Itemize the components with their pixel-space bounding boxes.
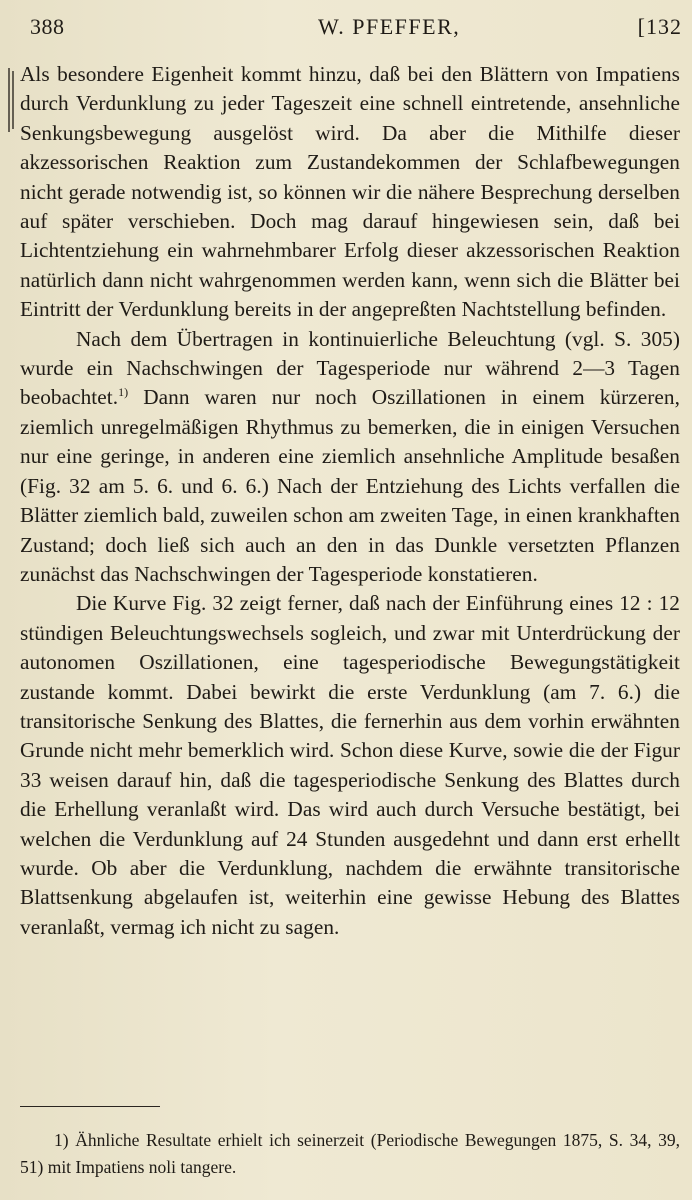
section-reference: [132 (637, 14, 682, 39)
footnote (20, 1127, 680, 1181)
paragraph-2 (20, 325, 680, 590)
margin-marks (7, 68, 17, 132)
paragraph-3: Die Kurve Fig. 32 zeigt ferner, daß nach der Einführung eines 12 : 12 stündigen Beleuchtungswechsels sogleich, und zwar mit Unterdrückung der autonomen Oszillationen, eine tagesperiodische Bewegungstätigkeit zustande kommt. Dabei bewirkt die erste Verdunklung (am 7. 6.) die transitorische Senkung des Blattes, die fernerhin aus dem vorhin erwähnten Grunde nicht mehr bemerklich wird. Schon diese Kurve, sowie die der Figur 33 weisen darauf hin, daß die tagesperiodische Senkung des Blattes durch die Erhellung veranlaßt wird. Das wird auch durch Versuche bestätigt, bei welchen die Verdunklung auf 24 Stunden ausgedehnt und dann erst erhellt wurde. Ob aber die Verdunklung, nachdem die erwähnte transitorische Blattsenkung abgelaufen ist, weiterhin eine gewisse Hebung des Blattes veranlaßt, vermag ich nicht zu sagen. (20, 591, 680, 939)
footnote-reference: 1) (118, 385, 129, 400)
page-header (30, 12, 682, 48)
paragraph-2-continuation: Dann waren nur noch Oszillationen in einem kürzeren, ziemlich unregelmäßigen Rhythmus zu bemerken, die in einigen Versuchen nur eine geringe, in anderen eine ziemlich ansehnliche Amplitude besaßen (Fig. 32 am 5. 6. und 6. 6.) Nach der Entziehung des Lichts verfallen die Blätter ziemlich bald, zuweilen schon am zweiten Tage, in einen krankhaften Zustand; doch ließ sich auch an den in das Dunkle versetzten Pflanzen zunächst das Nachschwingen der Tagesperiode konstatieren. (20, 385, 680, 586)
margin-line (12, 71, 14, 129)
paragraph-2-text: Nach dem Übertragen in kontinuierliche Beleuchtung (vgl. S. 305) wurde ein Nachschwingen der Tagesperiode nur während 2—3 Tagen beobachtet. (20, 326, 680, 410)
footnote-text: Ähnliche Resultate erhielt ich seinerzeit (Periodische Bewegungen 1875, S. 34, 39, 51) mit Impatiens noli tangere. (20, 1130, 680, 1177)
margin-line (8, 68, 10, 132)
footnote-marker: 1) (54, 1130, 69, 1150)
footnote-divider (20, 1106, 160, 1107)
body-text (20, 60, 680, 942)
running-title: W. PFEFFER, (318, 14, 461, 39)
page-number: 388 (30, 14, 65, 39)
paragraph-1: Als besondere Eigenheit kommt hinzu, daß bei den Blättern von Impatiens durch Verdunklung zu jeder Tageszeit eine schnell eintretende, ansehnliche Senkungsbewegung ausgelöst wird. Da aber die Mithilfe dieser akzessorischen Reaktion zum Zustandekommen der Schlafbewegungen nicht gerade notwendig ist, so können wir die nähere Besprechung derselben auf später verschieben. Doch mag darauf hingewiesen sein, daß bei Lichtentziehung ein wahrnehmbarer Erfolg dieser akzessorischen Reaktion natürlich dann nicht wahrgenommen werden kann, wenn sich die Blätter bei Eintritt der Verdunklung bereits in der angepreßten Nachtstellung befinden. (20, 62, 680, 322)
